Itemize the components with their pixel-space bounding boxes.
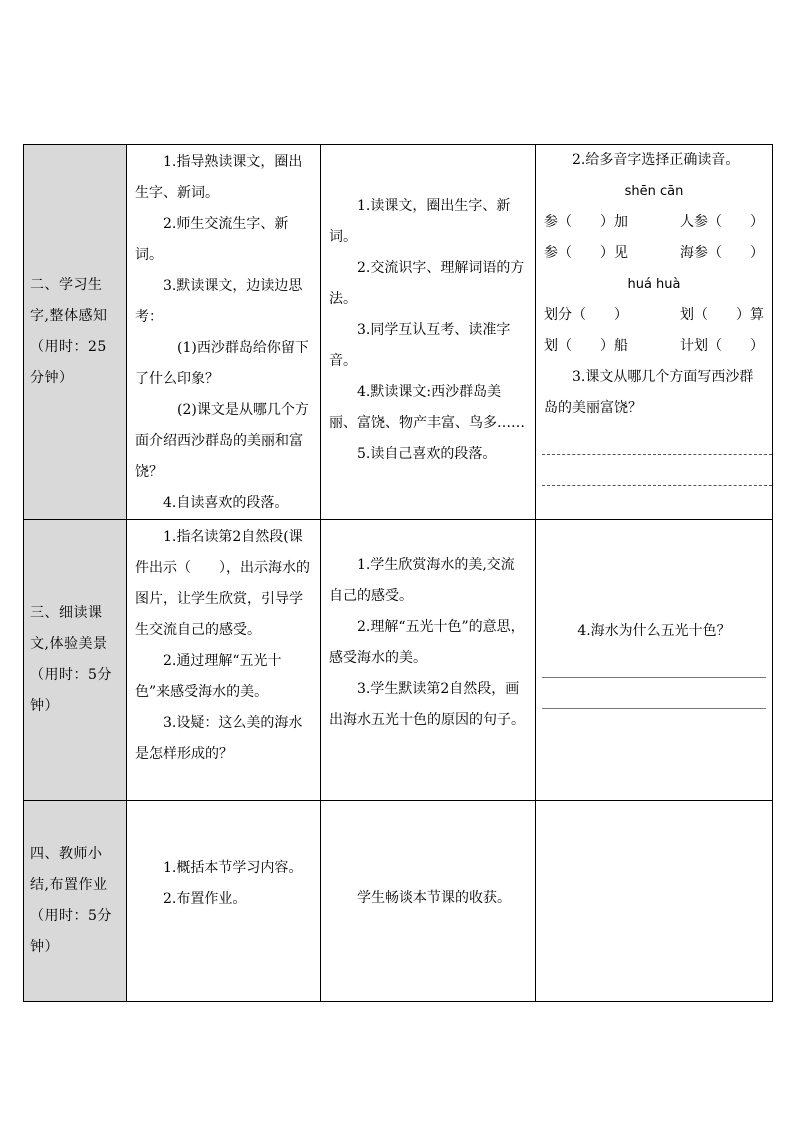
student-activity-cell bbox=[321, 145, 536, 520]
answer-line bbox=[542, 455, 772, 486]
pinyin-label: huá huà bbox=[627, 277, 681, 292]
teacher-step: 3.设疑：这么美的海水是怎样形成的？ bbox=[135, 715, 303, 762]
stage-label: 三、细读课文,体验美景（用时：5分钟） bbox=[30, 605, 112, 714]
stage-label: 四、教师小结,布置作业（用时：5分钟） bbox=[30, 846, 112, 955]
student-step: 2.理解“五光十色”的意思，感受海水的美。 bbox=[329, 619, 525, 666]
student-step: 5.读自己喜欢的段落。 bbox=[357, 446, 497, 462]
fill-blank-row bbox=[536, 207, 772, 238]
practice-cell bbox=[536, 520, 773, 801]
stage-label: 二、学习生字,整体感知（用时：25分钟） bbox=[30, 277, 108, 386]
answer-line bbox=[542, 424, 772, 455]
student-step: 4.默读课文:西沙群岛美丽、富饶、物产丰富、鸟多…… bbox=[329, 384, 525, 431]
teacher-step: 2.师生交流生字、新词。 bbox=[135, 216, 289, 263]
teacher-activity-cell bbox=[127, 520, 321, 801]
teacher-substep: (1)西沙群岛给你留下了什么印象？ bbox=[135, 340, 309, 387]
fill-blank-item: 参（ ）加 bbox=[544, 214, 628, 230]
fill-blank-item: 划分（ ） bbox=[544, 307, 628, 323]
fill-blank-row bbox=[536, 300, 772, 331]
stage-cell bbox=[24, 520, 127, 801]
teacher-activity-cell bbox=[127, 801, 321, 1002]
table-row bbox=[24, 520, 773, 801]
pinyin-label: shēn cān bbox=[624, 184, 684, 199]
fill-blank-item: 参（ ）见 bbox=[544, 245, 628, 261]
student-step: 3.学生默读第2自然段，画出海水五光十色的原因的句子。 bbox=[329, 681, 525, 728]
table-row bbox=[24, 801, 773, 1002]
teacher-step: 3.默读课文，边读边思考： bbox=[135, 278, 303, 325]
lesson-plan-table bbox=[23, 144, 773, 1002]
student-step: 2.交流识字、理解词语的方法。 bbox=[329, 260, 525, 307]
fill-blank-item: 海参（ ） bbox=[680, 245, 764, 261]
teacher-activity-cell bbox=[127, 145, 321, 520]
answer-line bbox=[542, 678, 766, 709]
student-step: 1.读课文，圈出生字、新词。 bbox=[329, 198, 511, 245]
student-step: 3.同学互认互考、读准字音。 bbox=[329, 322, 511, 369]
student-activity-cell bbox=[321, 801, 536, 1002]
fill-blank-row bbox=[536, 238, 772, 269]
student-step: 学生畅谈本节课的收获。 bbox=[357, 890, 511, 906]
practice-cell bbox=[536, 145, 773, 520]
student-step: 1.学生欣赏海水的美,交流自己的感受。 bbox=[329, 557, 515, 604]
teacher-step: 2.通过理解“五光十色”来感受海水的美。 bbox=[135, 653, 282, 700]
fill-blank-row bbox=[536, 331, 772, 362]
practice-question: 4.海水为什么五光十色？ bbox=[577, 623, 731, 639]
teacher-substep: (2)课文是从哪几个方面介绍西沙群岛的美丽和富饶？ bbox=[135, 402, 309, 480]
practice-cell bbox=[536, 801, 773, 1002]
practice-question: 2.给多音字选择正确读音。 bbox=[572, 152, 740, 168]
practice-question: 3.课文从哪几个方面写西沙群岛的美丽富饶？ bbox=[544, 369, 754, 416]
teacher-step: 1.指导熟读课文，圈出生字、新词。 bbox=[135, 154, 303, 201]
answer-line bbox=[542, 647, 766, 678]
table-row bbox=[24, 145, 773, 520]
fill-blank-item: 计划（ ） bbox=[680, 338, 764, 354]
teacher-step: 2.布置作业。 bbox=[163, 891, 247, 907]
student-activity-cell bbox=[321, 520, 536, 801]
fill-blank-item: 划（ ）船 bbox=[544, 338, 628, 354]
stage-cell bbox=[24, 145, 127, 520]
stage-cell bbox=[24, 801, 127, 1002]
teacher-step: 1.概括本节学习内容。 bbox=[163, 860, 303, 876]
teacher-step: 4.自读喜欢的段落。 bbox=[163, 495, 289, 511]
fill-blank-item: 人参（ ） bbox=[680, 214, 764, 230]
teacher-step: 1.指名读第2自然段(课件出示（ ），出示海水的图片，让学生欣赏，引导学生交流自己的感受。 bbox=[135, 529, 310, 638]
fill-blank-item: 划（ ）算 bbox=[680, 307, 764, 323]
